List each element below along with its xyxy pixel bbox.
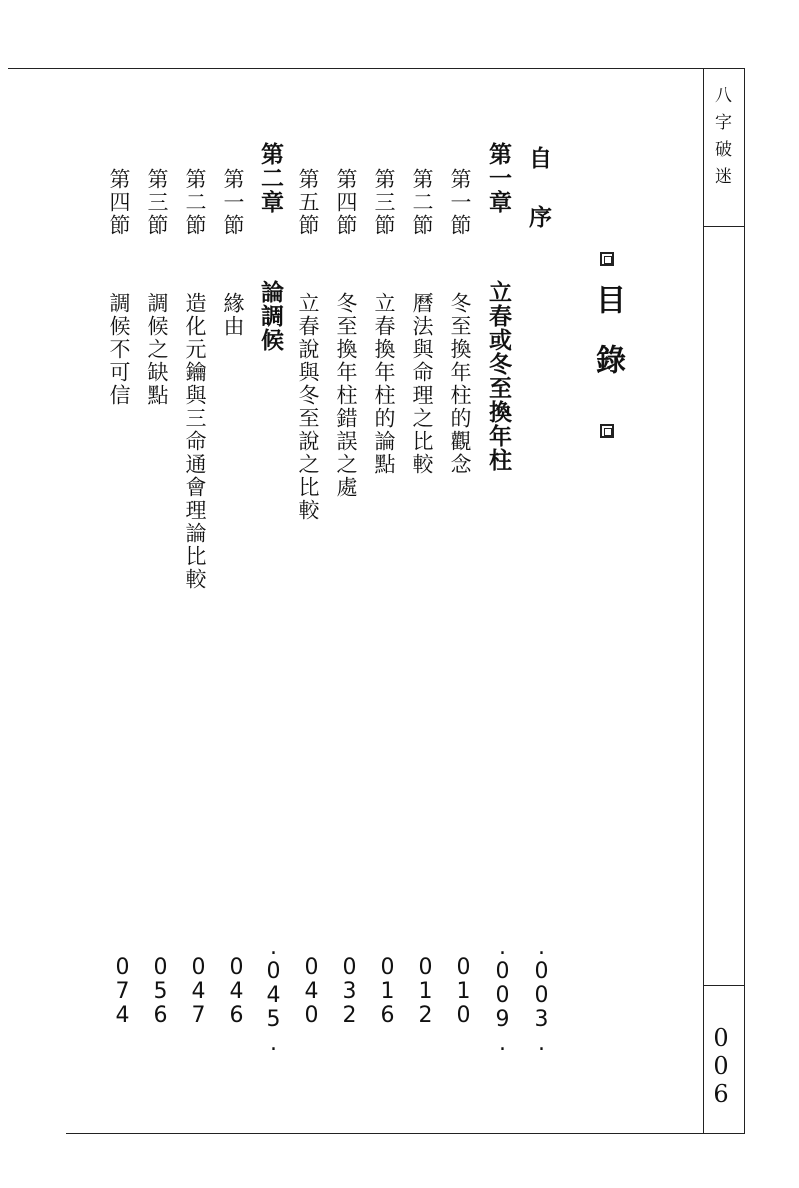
toc-title-section-2-1: 緣由	[221, 292, 245, 338]
page-title: 目 錄	[590, 284, 625, 374]
toc-page-section-1-5: 040	[299, 955, 324, 1027]
toc-title-section-2-4: 調候不可信	[107, 292, 131, 407]
toc-title-section-1-2: 曆法與命理之比較	[410, 292, 434, 476]
toc-label-chapter-1: 第一章	[485, 142, 512, 214]
toc-page-section-2-4: 074	[110, 955, 135, 1027]
side-title-divider	[703, 226, 745, 227]
toc-label-preface: 自	[525, 146, 552, 170]
right-border	[744, 68, 745, 1134]
toc-title-section-2-2: 造化元鑰與三命通會理論比較	[183, 292, 207, 591]
toc-title-section-1-1: 冬至換年柱的觀念	[448, 292, 472, 476]
toc-page-section-2-3: 056	[148, 955, 173, 1027]
toc-page-section-1-1: 010	[451, 955, 476, 1027]
toc-label-section-1-2: 第二節	[410, 168, 434, 237]
toc-label-chapter-2: 第二章	[257, 142, 284, 214]
box-mark-top	[600, 252, 614, 266]
toc-label-section-2-3: 第三節	[145, 168, 169, 237]
toc-label-section-1-1: 第一節	[448, 168, 472, 237]
toc-title-preface: 序	[525, 205, 552, 229]
toc-label-section-2-1: 第一節	[221, 168, 245, 237]
toc-page-section-1-4: 032	[337, 955, 362, 1027]
book-title: 八字破迷	[711, 86, 731, 194]
toc-title-section-1-4: 冬至換年柱錯誤之處	[334, 292, 358, 499]
toc-title-section-1-5: 立春說與冬至說之比較	[296, 292, 320, 522]
toc-page-section-1-3: 016	[375, 955, 400, 1027]
toc-page-preface: .003.	[529, 935, 554, 1055]
toc-label-section-2-4: 第四節	[107, 168, 131, 237]
toc-page-chapter-1: .009.	[490, 935, 515, 1055]
toc-page-section-1-2: 012	[413, 955, 438, 1027]
toc-title-chapter-1: 立春或冬至換年柱	[485, 280, 512, 472]
toc-title-section-1-3: 立春換年柱的論點	[372, 292, 396, 476]
toc-page-section-2-2: 047	[186, 955, 211, 1027]
toc-title-chapter-2: 論調候	[257, 280, 284, 352]
toc-page-section-2-1: 046	[224, 955, 249, 1027]
side-column-border	[703, 68, 704, 1134]
toc-label-section-1-3: 第三節	[372, 168, 396, 237]
side-folio-divider	[703, 985, 745, 986]
toc-label-section-1-4: 第四節	[334, 168, 358, 237]
page-number: 006	[707, 1024, 735, 1108]
box-mark-bottom	[600, 424, 614, 438]
toc-page-chapter-2: .045.	[261, 935, 286, 1055]
toc-title-section-2-3: 調候之缺點	[145, 292, 169, 407]
toc-label-section-1-5: 第五節	[296, 168, 320, 237]
toc-label-section-2-2: 第二節	[183, 168, 207, 237]
bottom-rule	[66, 1133, 745, 1134]
top-rule	[8, 68, 745, 69]
